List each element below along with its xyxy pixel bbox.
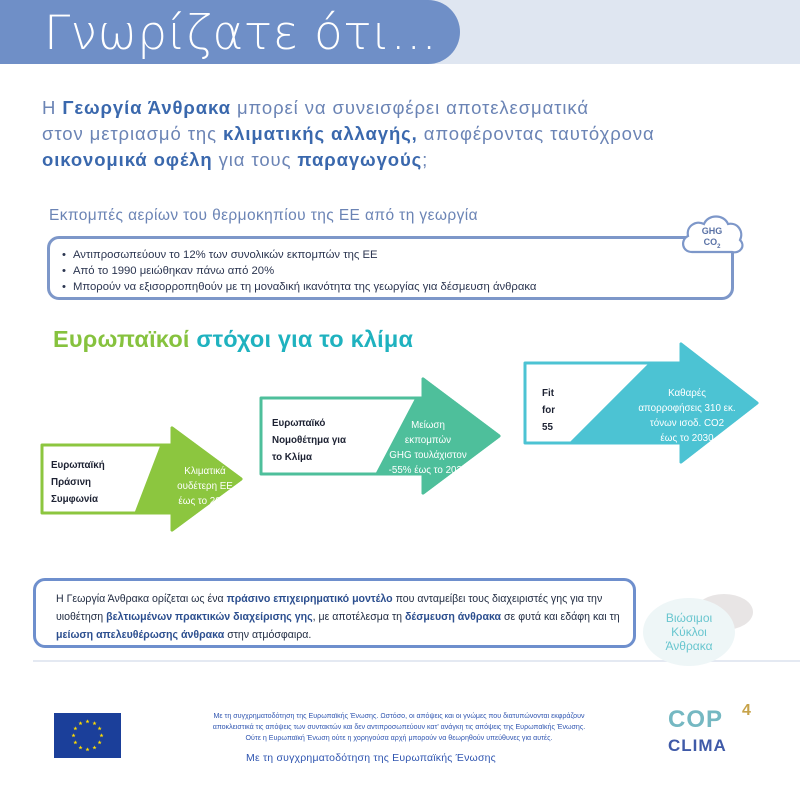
disclaimer-line: αποκλειστικά τις απόψεις των συντακτών και δεν αντιπροσωπεύουν κατ' ανάγκη τις απόψεις της Ευρωπαϊκής Ένωσης.	[212, 723, 586, 731]
cf-highlight: δέσμευση άνθρακα	[404, 611, 502, 623]
intro-highlight: παραγωγούς	[297, 149, 423, 170]
goal-desc-line: τόνων ισοδ. CO2	[649, 418, 725, 429]
goal-desc-line: -55% έως το 2030	[388, 465, 468, 476]
intro-text	[42, 95, 782, 173]
goal-label-line: Νομοθέτημα για	[272, 435, 347, 446]
page-title: Γνωρίζατε ότι...	[44, 6, 438, 61]
goal-desc-line: GHG τουλάχιστον	[389, 450, 467, 461]
intro-text-part: αποφέροντας ταυτόχρονα	[417, 123, 655, 144]
goal-label-line: Ευρωπαϊκή	[51, 460, 105, 471]
cloud-label-ghg: GHG	[701, 226, 723, 236]
goal-label-line: το Κλίμα	[272, 452, 313, 463]
intro-text-part: στον μετριασμό της	[42, 123, 223, 144]
intro-text-part: για τους	[212, 149, 298, 170]
goal-label-line: 55	[542, 422, 553, 433]
bubble-line: Βιώσιμοι	[665, 611, 713, 625]
goals-title-green: Ευρωπαϊκοί	[53, 326, 190, 352]
logo-four: 4	[742, 702, 751, 719]
logo-clima: CLIMA	[668, 736, 727, 755]
intro-highlight: κλιματικής αλλαγής,	[222, 123, 418, 144]
goal-label-green-deal	[51, 457, 105, 508]
footer-disclaimer	[134, 711, 664, 744]
cf-highlight: βελτιωμένων πρακτικών διαχείρισης γης	[106, 611, 313, 623]
intro-text-part: μπορεί να συνεισφέρει αποτελεσματικά	[230, 97, 589, 118]
footer-funding: Με τη συγχρηματοδότηση της Ευρωπαϊκής Ένωσης	[246, 752, 496, 764]
goal-label-fit-for-55	[542, 385, 555, 436]
cf-text-part: , με αποτέλεσμα τη	[312, 611, 405, 623]
goal-label-line: for	[542, 405, 556, 416]
goal-desc-line: Μείωση	[411, 420, 445, 431]
cloud-label	[684, 226, 740, 253]
intro-highlight: Γεωργία Άνθρακα	[62, 97, 231, 118]
disclaimer-line: Ούτε η Ευρωπαϊκή Ένωση ούτε η χορηγούσα αρχή μπορούν να θεωρηθούν υπεύθυνες για αυτές.	[245, 734, 553, 742]
ghg-heading: Εκπομπές αερίων του θερμοκηπίου της ΕΕ από τη γεωργία	[49, 207, 478, 224]
carbon-farming-text	[56, 590, 626, 644]
bubble-line: Άνθρακα	[665, 639, 713, 653]
goals-title-teal: στόχοι για το κλίμα	[189, 326, 414, 352]
carbon-cycles-label	[643, 611, 735, 653]
goal-desc-line: Κλιματικά	[184, 466, 226, 477]
goal-label-line: Ευρωπαϊκό	[272, 418, 326, 429]
cloud-label-co: CO	[703, 237, 718, 247]
ghg-list	[62, 247, 536, 295]
goal-desc-line: ουδέτερη ΕΕ	[177, 481, 233, 492]
ghg-list-item: • Από το 1990 μειώθηκαν πάνω από 20%	[62, 263, 536, 279]
goal-desc-line: έως το 2050	[178, 496, 232, 507]
cloud-label-sub: 2	[717, 243, 721, 250]
cf-text-part: στην ατμόσφαιρα.	[224, 629, 312, 641]
logo-cop: COP	[668, 706, 724, 733]
goal-label-line: Fit	[542, 388, 554, 399]
eu-flag-icon	[54, 713, 121, 758]
intro-highlight: οικονομικά οφέλη	[42, 149, 213, 170]
intro-text-part: Η	[42, 97, 63, 118]
goal-desc-climate-law	[365, 418, 491, 478]
cf-text-part: Η Γεωργία Άνθρακα ορίζεται ως ένα	[56, 593, 227, 605]
goal-label-line: Πράσινη	[51, 477, 92, 488]
goal-desc-fit-for-55	[612, 386, 762, 446]
goal-desc-green-deal	[150, 464, 260, 509]
cf-highlight: μείωση απελευθέρωσης άνθρακα	[56, 629, 225, 641]
goals-title	[53, 326, 413, 353]
ghg-list-item: • Αντιπροσωπεύουν το 12% των συνολικών εκπομπών της ΕΕ	[62, 247, 536, 263]
disclaimer-line: Με τη συγχρηματοδότηση της Ευρωπαϊκής Ένωσης. Ωστόσο, οι απόψεις και οι γνώμες που διατυπώνονται εκφράζουν	[213, 712, 585, 720]
goal-label-line: Συμφωνία	[51, 494, 99, 505]
goal-desc-line: Καθαρές	[668, 388, 706, 399]
goal-desc-line: εκπομπών	[404, 435, 452, 446]
cf-text-part: σε φυτά και εδάφη και τη	[501, 611, 620, 623]
goal-desc-line: απορροφήσεις 310 εκ.	[638, 403, 736, 414]
cf-text-part: που ανταμείβει τους διαχειριστές γης για την υιοθέτηση	[56, 593, 603, 623]
goal-label-climate-law	[272, 415, 346, 466]
intro-text-part: ;	[422, 149, 429, 170]
bubble-line: Κύκλοι	[671, 625, 707, 639]
goal-desc-line: έως το 2030	[660, 433, 714, 444]
cf-highlight: πράσινο επιχειρηματικό μοντέλο	[226, 593, 393, 605]
ghg-list-item: • Μπορούν να εξισορροπηθούν με τη μοναδική ικανότητα της γεωργίας για δέσμευση άνθρακα	[62, 279, 536, 295]
